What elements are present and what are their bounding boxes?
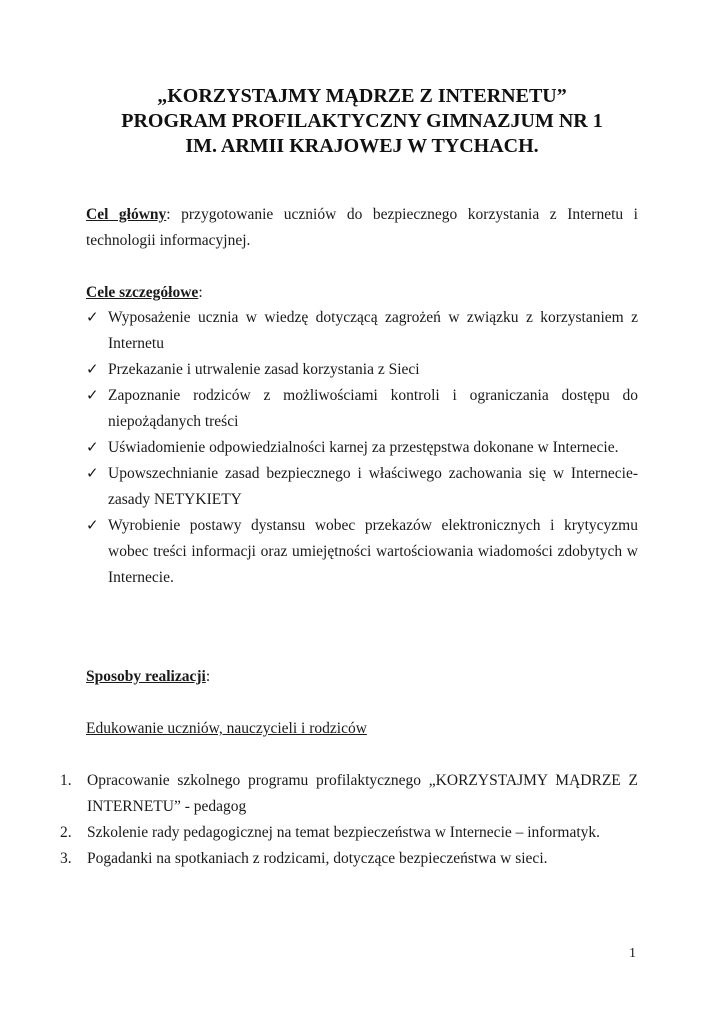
methods-label: Sposoby realizacji: [86, 668, 206, 685]
specific-goals-label: Cele szczegółowe: [86, 284, 199, 301]
main-goal-label: Cel główny: [86, 206, 167, 223]
check-icon: ✓: [86, 440, 99, 456]
check-icon: ✓: [86, 362, 99, 378]
title-line-1: „KORZYSTAJMY MĄDRZE Z INTERNETU”: [157, 85, 567, 107]
main-goal-paragraph: [86, 202, 638, 254]
list-item: [86, 305, 638, 357]
list-item: [60, 846, 638, 872]
goal-text: Przekazanie i utrwalenie zasad korzystania z Sieci: [108, 361, 420, 378]
page-number: 1: [629, 946, 636, 961]
item-number: 1.: [60, 772, 72, 789]
check-icon: ✓: [86, 310, 99, 326]
item-text: Pogadanki na spotkaniach z rodzicami, dotyczące bezpieczeństwa w sieci.: [87, 850, 548, 867]
title-line-2: PROGRAM PROFILAKTYCZNY GIMNAZJUM NR 1: [121, 110, 603, 132]
check-icon: ✓: [86, 466, 99, 482]
item-number: 2.: [60, 824, 72, 841]
list-item: [86, 357, 638, 383]
specific-goals-colon: :: [198, 284, 203, 301]
methods-colon: :: [205, 668, 211, 685]
goal-text: Wyposażenie ucznia w wiedzę dotyczącą zagrożeń w związku z korzystaniem z Internetu: [108, 309, 638, 352]
item-text: Szkolenie rady pedagogicznej na temat bezpieczeństwa w Internecie – informatyk.: [87, 824, 600, 841]
item-text: Opracowanie szkolnego programu profilaktycznego „KORZYSTAJMY MĄDRZE Z INTERNETU” - pedagog: [87, 772, 638, 815]
specific-goals-heading: [86, 280, 638, 306]
item-number: 3.: [60, 850, 72, 867]
methods-subheading: Edukowanie uczniów, nauczycieli i rodziców: [86, 720, 367, 737]
title-line-3: IM. ARMII KRAJOWEJ W TYCHACH.: [185, 135, 539, 157]
methods-list: [60, 768, 638, 872]
goal-text: Wyrobienie postawy dystansu wobec przekazów elektronicznych i krytycyzmu wobec treści informacji oraz umiejętności wartościowania wiadomości zdobytych w Internecie.: [108, 517, 638, 586]
methods-heading: [86, 664, 638, 690]
main-goal-text: : przygotowanie uczniów do bezpiecznego korzystania z Internetu i technologii informacyjnej.: [86, 206, 638, 249]
list-item: [60, 768, 638, 820]
goal-text: Zapoznanie rodziców z możliwościami kontroli i ograniczania dostępu do niepożądanych treści: [108, 387, 638, 430]
list-item: [86, 383, 638, 435]
check-icon: ✓: [86, 518, 99, 534]
list-item: [86, 435, 638, 461]
check-icon: ✓: [86, 388, 99, 404]
list-item: [60, 820, 638, 846]
list-item: [86, 513, 638, 591]
document-title: [60, 84, 664, 159]
goal-text: Upowszechnianie zasad bezpiecznego i właściwego zachowania się w Internecie- zasady NETYKIETY: [108, 465, 638, 508]
specific-goals-list: [86, 305, 638, 591]
goal-text: Uświadomienie odpowiedzialności karnej za przestępstwa dokonane w Internecie.: [108, 439, 619, 456]
list-item: [86, 461, 638, 513]
